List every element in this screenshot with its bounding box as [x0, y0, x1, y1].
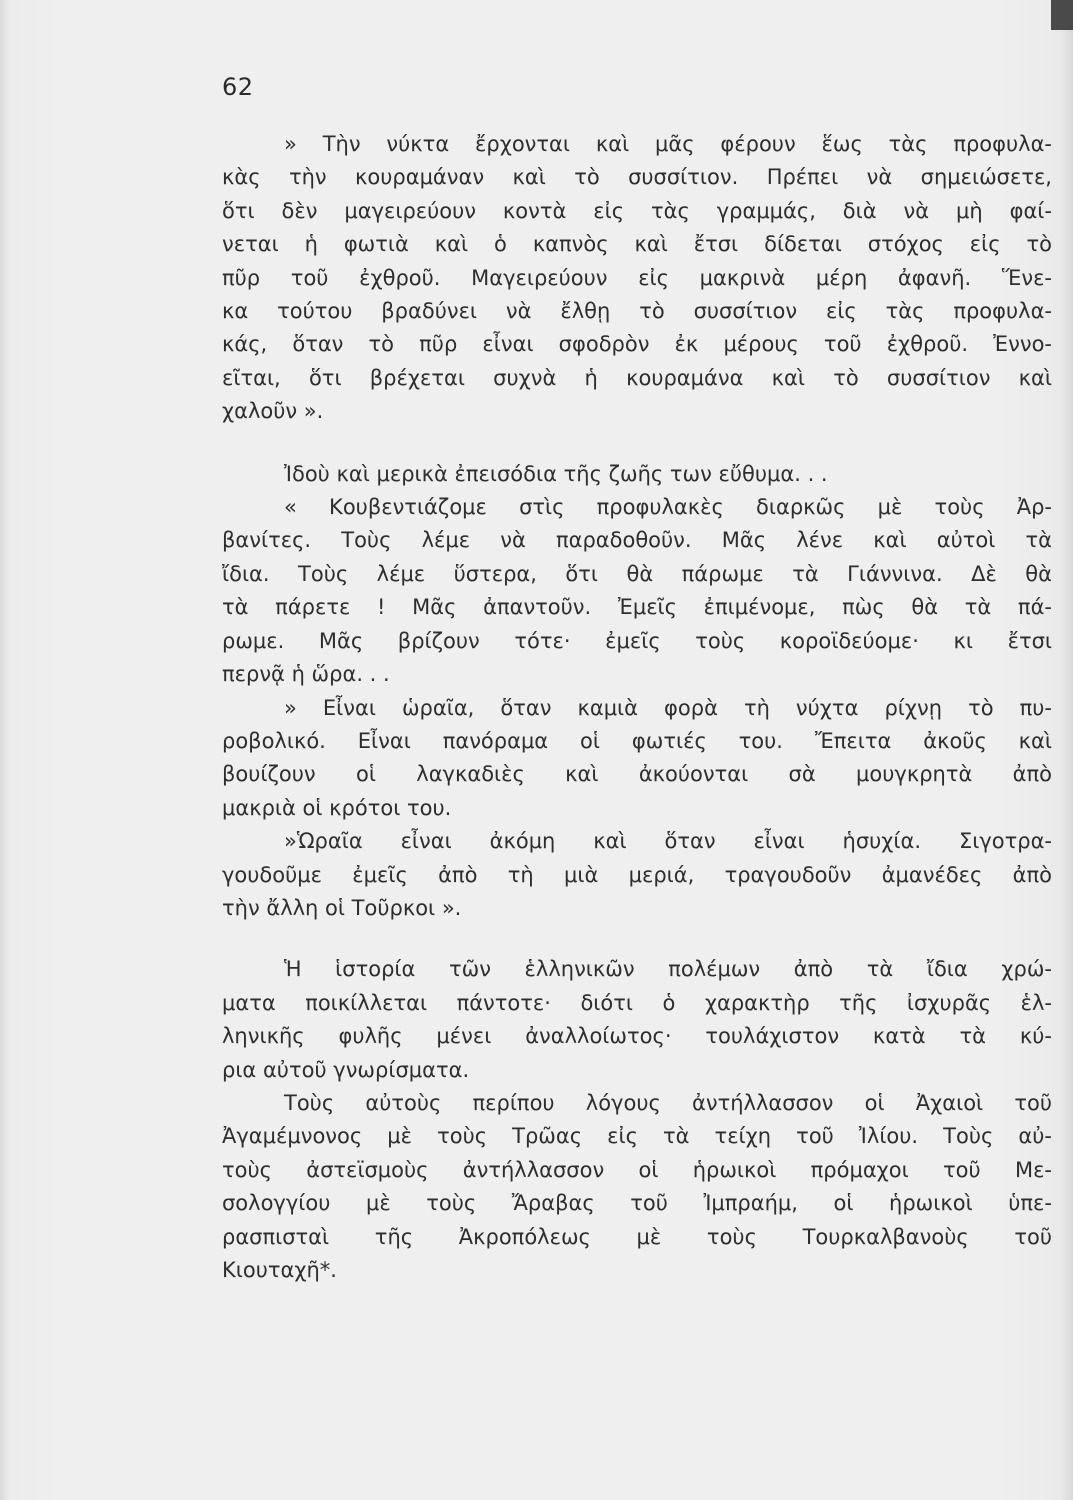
body-text [222, 128, 1052, 1287]
paragraph-albanians-dialogue [222, 491, 1052, 691]
paragraph-history-of-wars [222, 953, 1052, 1087]
text-line: Ἰδοὺ καὶ μερικὰ ἐπεισόδια τῆς ζωῆς των εὔθυμα. . . [284, 461, 828, 486]
text-line: μακριὰ οἱ κρότοι του. [222, 795, 452, 820]
text-line: Τοὺς αὐτοὺς περίπου λόγους ἀντήλλασσον οἱ Ἀχαιοὶ τοῦ [284, 1090, 1052, 1115]
text-line: βανίτες. Τοὺς λέμε νὰ παραδοθοῦν. Μᾶς λένε καὶ αὐτοὶ τὰ [222, 528, 1052, 553]
text-line: γουδοῦμε ἐμεῖς ἀπὸ τὴ μιὰ μεριά, τραγουδοῦν ἀμανέδες ἀπὸ [222, 862, 1052, 887]
text-line: ληνικῆς φυλῆς μένει ἀναλλοίωτος· τουλάχιστον κατὰ τὰ κύ- [222, 1024, 1052, 1049]
text-line: « Κουβεντιάζομε στὶς προφυλακὲς διαρκῶς μὲ τοὺς Ἀρ- [284, 495, 1052, 520]
text-line: περνᾷ ἡ ὥρα. . . [222, 662, 390, 687]
text-line: χαλοῦν ». [222, 399, 324, 424]
text-line: εῖται, ὅτι βρέχεται συχνὰ ἡ κουραμάνα καὶ τὸ συσσίτιον καὶ [222, 365, 1052, 390]
text-line: ματα ποικίλλεται πάντοτε· διότι ὁ χαρακτὴρ τῆς ἰσχυρᾶς ἑλ- [222, 990, 1052, 1015]
text-line: » Εἶναι ὡραῖα, ὅταν καμιὰ φορὰ τὴ νύχτα ρίχνῃ τὸ πυ- [284, 695, 1052, 720]
text-line: » Τὴν νύκτα ἔρχονται καὶ μᾶς φέρουν ἕως τὰς προφυλα- [284, 132, 1052, 156]
text-line: ρωμε. Μᾶς βρίζουν τότε· ἐμεῖς τοὺς κοροϊδεύομε· κι ἔτσι [222, 628, 1052, 653]
page-number: 62 [222, 73, 254, 101]
text-line: τὴν ἄλλη οἱ Τοῦρκοι ». [222, 895, 462, 920]
text-line: κα τούτου βραδύνει νὰ ἔλθῃ τὸ συσσίτιον εἰς τὰς προφυλα- [222, 299, 1052, 324]
paragraph-soldier-quote-1 [222, 128, 1052, 429]
text-line: ρια αὐτοῦ γνωρίσματα. [222, 1057, 470, 1082]
text-line: κὰς τὴν κουραμάναν καὶ τὸ συσσίτιον. Πρέπει νὰ σημειώσετε, [222, 165, 1052, 190]
scan-corner-mark [1051, 0, 1073, 30]
text-line: τοὺς ἀστεϊσμοὺς ἀντήλλασσον οἱ ἡρωικοὶ πρόμαχοι τοῦ Με- [222, 1157, 1052, 1182]
text-line: ὅτι δὲν μαγειρεύουν κοντὰ εἰς τὰς γραμμάς, διὰ νὰ μὴ φαί- [222, 198, 1052, 223]
text-line: ρασπισταὶ τῆς Ἀκροπόλεως μὲ τοὺς Τουρκαλβανοὺς τοῦ [222, 1224, 1052, 1249]
text-line: σολογγίου μὲ τοὺς Ἄραβας τοῦ Ἰμπραήμ, οἱ ἡρωικοὶ ὑπε- [222, 1191, 1052, 1216]
paragraph-artillery-night [222, 692, 1052, 826]
paragraph-quiet-singing [222, 825, 1052, 925]
text-line: κάς, ὅταν τὸ πῦρ εἶναι σφοδρὸν ἐκ μέρους τοῦ ἐχθροῦ. Ἐννο- [222, 332, 1052, 357]
paragraph-episodes-intro [222, 458, 1052, 491]
text-line: τὰ πάρετε ! Μᾶς ἀπαντοῦν. Ἐμεῖς ἐπιμένομε, πὼς θὰ τὰ πά- [222, 595, 1052, 620]
text-line: Ἀγαμέμνονος μὲ τοὺς Τρῶας εἰς τὰ τείχη τοῦ Ἰλίου. Τοὺς αὐ- [222, 1124, 1052, 1149]
text-line: πῦρ τοῦ ἐχθροῦ. Μαγειρεύουν εἰς μακρινὰ μέρη ἀφανῆ. Ἕνε- [222, 265, 1052, 290]
text-line: νεται ἡ φωτιὰ καὶ ὁ καπνὸς καὶ ἔτσι δίδεται στόχος εἰς τὸ [222, 232, 1052, 257]
text-line: βουίζουν οἱ λαγκαδιὲς καὶ ἀκούονται σὰ μουγκρητὰ ἀπὸ [222, 762, 1052, 787]
text-line: Κιουταχῆ*. [222, 1258, 337, 1282]
text-line: Ἡ ἱστορία τῶν ἑλληνικῶν πολέμων ἀπὸ τὰ ἴδια χρώ- [284, 957, 1052, 982]
text-line: »Ὡραῖα εἶναι ἀκόμη καὶ ὅταν εἶναι ἡσυχία. Σιγοτρα- [284, 829, 1052, 854]
paragraph-ancient-parallels [222, 1087, 1052, 1287]
text-line: ροβολικό. Εἶναι πανόραμα οἱ φωτιές του. Ἔπειτα ἀκοῦς καὶ [222, 728, 1052, 753]
text-line: ἴδια. Τοὺς λέμε ὕστερα, ὅτι θὰ πάρωμε τὰ Γιάννινα. Δὲ θὰ [222, 561, 1052, 586]
